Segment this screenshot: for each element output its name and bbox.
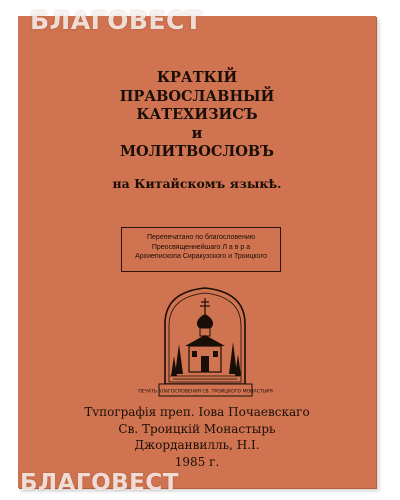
imprint-line: Джорданвилль, Н.І.	[134, 438, 260, 452]
imprint-line: 1985 г.	[174, 454, 220, 469]
note-line: Преосвященнейшаго Л а в р а	[151, 243, 251, 251]
title-line: и	[191, 124, 203, 142]
book-title	[18, 69, 376, 162]
title-line: КРАТКIЙ	[156, 69, 238, 86]
watermark-logo: БЛАГОВЕСТ	[20, 470, 179, 496]
publisher-imprint	[18, 404, 376, 470]
title-line: ПРАВОСЛАВНЫЙ	[119, 87, 275, 105]
title-line: КАТЕХИЗИСЪ	[136, 106, 258, 123]
note-line: Архиепископа Сиракузского и Троицкого	[135, 253, 267, 260]
watermark-logo: БЛАГОВЕСТ	[30, 6, 203, 35]
note-line: Перепечатано по благословению	[147, 234, 255, 241]
imprint-line: Св. Троицкій Монастырь	[118, 421, 276, 436]
book-subtitle: на Китайскомъ языкѣ.	[112, 176, 282, 191]
monastery-emblem-icon	[138, 284, 273, 402]
book-cover	[18, 16, 376, 488]
emblem-caption: ПЕЧАТЬ БЛАГОСЛОВЕНИЯ СВ. ТРОИЦКОГО МОНАСТЫРЯ	[138, 389, 273, 395]
imprint-line: Тvпографія преп. Іова Почаевскаго	[84, 405, 310, 419]
blessing-note	[121, 227, 281, 272]
title-line: МОЛИТВОСЛОВЪ	[120, 143, 274, 160]
